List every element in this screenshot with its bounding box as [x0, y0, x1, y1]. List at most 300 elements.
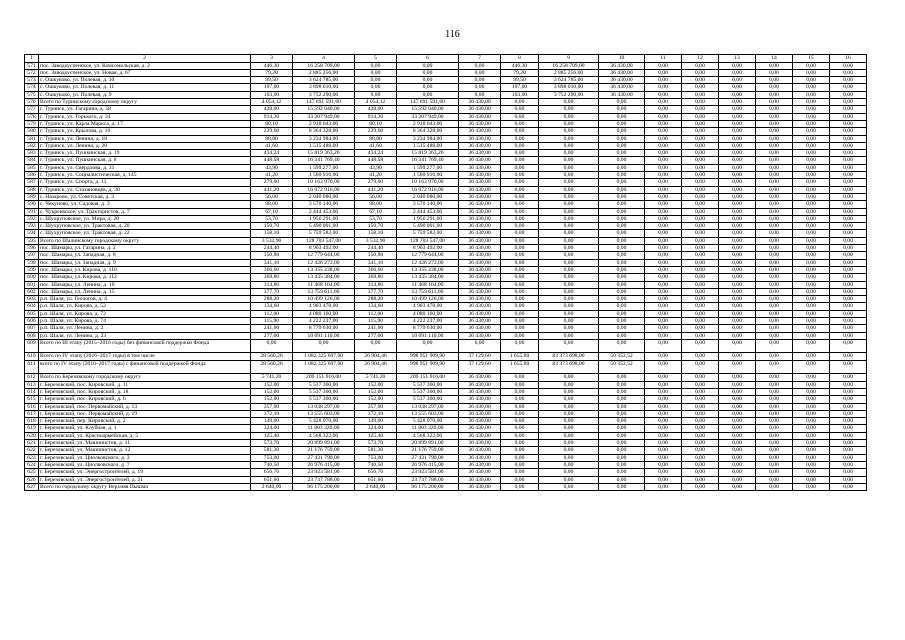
value-cell: 0,00	[719, 252, 756, 259]
value-cell: 3 234 984,00	[397, 135, 459, 142]
value-cell: 23 737 788,00	[293, 476, 355, 483]
address-cell: Всего по Шалинскому городскому округу	[39, 237, 251, 244]
value-cell: 0,00	[719, 91, 756, 98]
value-cell: 99,50	[251, 77, 293, 84]
table-row	[25, 172, 867, 179]
value-cell: 0,00	[682, 193, 719, 200]
value-cell: 0,00	[830, 353, 867, 360]
value-cell: 279,00	[251, 179, 293, 186]
value-cell: 0,00	[599, 128, 645, 135]
value-cell: 36 430,00	[459, 454, 501, 461]
value-cell: 36 430,00	[459, 425, 501, 432]
value-cell: 5 759 583,00	[397, 230, 459, 237]
value-cell: 581,30	[251, 447, 293, 454]
value-cell: 2 640,00	[251, 483, 293, 490]
value-cell: 0,00	[756, 106, 793, 113]
value-cell: 2 040 080,00	[293, 193, 355, 200]
value-cell: 0,00	[645, 388, 682, 395]
table-row	[25, 252, 867, 259]
value-cell: 147 691 591,60	[293, 99, 355, 106]
value-cell: 152,00	[251, 396, 293, 403]
value-cell: 241,00	[355, 325, 397, 332]
value-cell: 0,00	[830, 447, 867, 454]
value-cell: 36 430,00	[459, 193, 501, 200]
value-cell: 36 430,00	[459, 252, 501, 259]
table-row	[25, 332, 867, 339]
row-number-cell: 625	[25, 469, 39, 476]
value-cell: 573,70	[355, 440, 397, 447]
column-header: 11	[645, 55, 682, 63]
value-cell: 0,00	[756, 461, 793, 468]
value-cell: 0,00	[682, 388, 719, 395]
value-cell: 0,00	[501, 245, 539, 252]
address-cell: с. Чекуново, ул. Садовая, д. 3	[39, 201, 251, 208]
value-cell: 0,00	[501, 215, 539, 222]
value-cell: 0,00	[539, 325, 599, 332]
table-row	[25, 113, 867, 120]
value-cell: 36 430,00	[459, 476, 501, 483]
value-cell: 0,00	[539, 99, 599, 106]
value-cell: 0,00	[539, 288, 599, 295]
column-header: 13	[719, 55, 756, 63]
value-cell: 0,00	[645, 91, 682, 98]
value-cell: 0,00	[599, 150, 645, 157]
value-cell: 36 430,00	[459, 157, 501, 164]
value-cell: 13 355 238,00	[293, 266, 355, 273]
value-cell: 3 752 290,00	[539, 91, 599, 98]
column-header: 15	[793, 55, 830, 63]
value-cell: 0,00	[756, 454, 793, 461]
value-cell: 0,00	[599, 230, 645, 237]
value-cell: 0,00	[793, 120, 830, 127]
value-cell: 0,00	[719, 230, 756, 237]
value-cell: 0,00	[756, 396, 793, 403]
value-cell: 0,00	[719, 223, 756, 230]
value-cell: 36 430,00	[459, 447, 501, 454]
value-cell: 0,00	[756, 303, 793, 310]
value-cell: 0,00	[793, 469, 830, 476]
value-cell: 0,00	[645, 476, 682, 483]
row-number-cell: 613	[25, 381, 39, 388]
value-cell: 0,00	[756, 208, 793, 215]
value-cell: 0,00	[501, 120, 539, 127]
value-cell: 0,00	[682, 135, 719, 142]
value-cell: 26 976 415,00	[397, 461, 459, 468]
value-cell: 12 779 644,00	[397, 252, 459, 259]
value-cell: 0,00	[501, 374, 539, 381]
value-cell: 0,00	[501, 150, 539, 157]
value-cell: 1 515 488,00	[397, 142, 459, 149]
value-cell: 0,00	[599, 374, 645, 381]
value-cell: 441,20	[355, 186, 397, 193]
value-cell: 0,00	[682, 476, 719, 483]
value-cell: 1 082 325 607,90	[293, 353, 355, 360]
value-cell: 0,00	[793, 274, 830, 281]
value-cell: 0,00	[719, 288, 756, 295]
row-number-cell: 596	[25, 245, 39, 252]
value-cell: 0,00	[397, 69, 459, 76]
value-cell: 651,60	[355, 476, 397, 483]
value-cell: 0,00	[682, 120, 719, 127]
value-cell: 0,00	[830, 69, 867, 76]
address-cell: пос. Шамары, ул. Западная, д. 8	[39, 252, 251, 259]
value-cell: 0,00	[830, 296, 867, 303]
value-cell: 0,00	[599, 179, 645, 186]
value-cell: 0,00	[719, 454, 756, 461]
value-cell: 0,00	[830, 172, 867, 179]
value-cell: 0,00	[539, 106, 599, 113]
value-cell: 21 176 759,00	[397, 447, 459, 454]
value-cell: 0,00	[539, 245, 599, 252]
value-cell: 0,00	[719, 172, 756, 179]
address-cell: г. Туринск, ул. Гагарина, д. 58	[39, 106, 251, 113]
value-cell: 0,00	[645, 418, 682, 425]
value-cell: 36 430,00	[459, 99, 501, 106]
value-cell: 36 430,00	[459, 374, 501, 381]
value-cell: 0,00	[599, 440, 645, 447]
row-number-cell: 614	[25, 388, 39, 395]
value-cell: 368,80	[355, 274, 397, 281]
value-cell: 0,00	[539, 410, 599, 417]
value-cell: 0,00	[830, 339, 867, 353]
value-cell: 0,00	[830, 403, 867, 410]
value-cell: 0,00	[719, 157, 756, 164]
value-cell: 428,00	[251, 106, 293, 113]
value-cell: 112,00	[355, 310, 397, 317]
value-cell: 0,00	[539, 157, 599, 164]
value-cell: 0,00	[756, 266, 793, 273]
value-cell: 0,00	[682, 274, 719, 281]
table-body	[25, 55, 867, 491]
value-cell: 0,00	[719, 186, 756, 193]
value-cell: 0,00	[501, 303, 539, 310]
value-cell: 0,00	[756, 296, 793, 303]
value-cell: 0,00	[501, 403, 539, 410]
value-cell: 0,00	[645, 120, 682, 127]
value-cell: 0,00	[682, 454, 719, 461]
row-number-cell: 581	[25, 135, 39, 142]
value-cell: 0,00	[793, 310, 830, 317]
value-cell: 0,00	[830, 396, 867, 403]
row-number-cell: 616	[25, 403, 39, 410]
value-cell: 0,00	[793, 237, 830, 244]
table-row	[25, 91, 867, 98]
value-cell: 0,00	[501, 325, 539, 332]
value-cell: 0,00	[719, 164, 756, 171]
row-number-cell: 622	[25, 447, 39, 454]
value-cell: 36 430,00	[459, 469, 501, 476]
value-cell: 1 500 916,00	[293, 172, 355, 179]
table-row	[25, 99, 867, 106]
value-cell: 0,00	[539, 332, 599, 339]
value-cell: 0,00	[756, 120, 793, 127]
value-cell: 0,00	[599, 252, 645, 259]
value-cell: 0,00	[719, 245, 756, 252]
value-cell: 0,00	[719, 332, 756, 339]
value-cell: 0,00	[599, 461, 645, 468]
value-cell: 0,00	[756, 135, 793, 142]
table-row	[25, 396, 867, 403]
value-cell: 1 082 325 607,90	[293, 360, 355, 374]
value-cell: 0,00	[793, 208, 830, 215]
address-cell: г. Туринск, ул. Спорта, д. 11	[39, 179, 251, 186]
value-cell: 10 091 110,00	[397, 332, 459, 339]
value-cell: 0,00	[756, 245, 793, 252]
value-cell: 16 258 709,00	[539, 62, 599, 69]
value-cell: 3 532,90	[251, 237, 293, 244]
table-row	[25, 201, 867, 208]
value-cell: 0,00	[599, 310, 645, 317]
row-number-cell: 615	[25, 396, 39, 403]
value-cell: 0,00	[645, 483, 682, 490]
value-cell: 0,00	[539, 374, 599, 381]
value-cell: 0,00	[645, 288, 682, 295]
value-cell: 0,00	[539, 403, 599, 410]
value-cell: 0,00	[719, 432, 756, 439]
value-cell: 0,00	[501, 201, 539, 208]
value-cell: 0,00	[682, 310, 719, 317]
value-cell: 0,00	[756, 172, 793, 179]
value-cell: 13 555 603,00	[397, 410, 459, 417]
value-cell: 0,00	[719, 360, 756, 374]
value-cell: 0,00	[682, 128, 719, 135]
row-number-cell: 593	[25, 223, 39, 230]
value-cell: 434,24	[355, 150, 397, 157]
value-cell: 2 885 256,00	[293, 69, 355, 76]
value-cell: 0,00	[682, 237, 719, 244]
value-cell: 0,00	[830, 432, 867, 439]
value-cell: 0,00	[682, 157, 719, 164]
value-cell: 0,00	[830, 128, 867, 135]
value-cell: 0,00	[539, 120, 599, 127]
value-cell: 0,00	[501, 483, 539, 490]
value-cell: 1 655,80	[501, 360, 539, 374]
column-header: 4	[293, 55, 355, 63]
value-cell: 13 759 611,00	[397, 288, 459, 295]
value-cell: 324,00	[355, 425, 397, 432]
value-cell: 0,00	[756, 259, 793, 266]
value-cell: 152,00	[355, 388, 397, 395]
value-cell: 0,00	[793, 77, 830, 84]
value-cell: 8 364 328,00	[397, 128, 459, 135]
table-row	[25, 454, 867, 461]
table-row	[25, 388, 867, 395]
value-cell: 350,80	[251, 252, 293, 259]
row-number-cell: 624	[25, 461, 39, 468]
value-cell: 0,00	[459, 91, 501, 98]
value-cell: 11 803 320,00	[293, 425, 355, 432]
value-cell: 0,00	[501, 193, 539, 200]
value-cell: 0,00	[719, 215, 756, 222]
value-cell: 0,00	[793, 374, 830, 381]
value-cell: 0,00	[682, 164, 719, 171]
value-cell: 15 592 040,00	[293, 106, 355, 113]
address-cell: пос. Шамары, ул. Западная, д. 9	[39, 259, 251, 266]
value-cell: 0,00	[599, 266, 645, 273]
value-cell: 0,00	[539, 128, 599, 135]
value-cell: 0,00	[645, 135, 682, 142]
value-cell: 0,00	[682, 288, 719, 295]
value-cell: 0,00	[793, 99, 830, 106]
value-cell: 36 430,00	[459, 230, 501, 237]
value-cell: 36 430,00	[459, 410, 501, 417]
value-cell: 5 537 360,00	[397, 381, 459, 388]
value-cell: 0,00	[682, 332, 719, 339]
address-cell: Всего по Березовскому городскому округу	[39, 374, 251, 381]
address-cell: г. Туринск, ул. Ленина, д. 20	[39, 142, 251, 149]
row-number-cell: 609	[25, 339, 39, 353]
value-cell: 0,00	[719, 410, 756, 417]
address-cell: г. Березовский, пос. Кировский, д. 6	[39, 396, 251, 403]
value-cell: 0,00	[645, 230, 682, 237]
value-cell: 244,40	[355, 245, 397, 252]
table-row	[25, 62, 867, 69]
value-cell: 0,00	[756, 69, 793, 76]
value-cell: 12 426 273,00	[397, 259, 459, 266]
table-row	[25, 461, 867, 468]
value-cell: 0,00	[756, 164, 793, 171]
value-cell: 36 430,00	[599, 69, 645, 76]
value-cell: 36 430,00	[459, 223, 501, 230]
value-cell: 67,10	[251, 208, 293, 215]
value-cell: 11 803 320,00	[397, 425, 459, 432]
value-cell: 0,00	[793, 296, 830, 303]
value-cell: 0,00	[830, 410, 867, 417]
value-cell: 0,00	[599, 483, 645, 490]
value-cell: 21 176 759,00	[293, 447, 355, 454]
value-cell: 0,00	[719, 296, 756, 303]
value-cell: 36 430,00	[459, 440, 501, 447]
value-cell: 0,00	[599, 135, 645, 142]
value-cell: 0,00	[645, 113, 682, 120]
address-cell: с. Ошкуково, ул. Полевая, д. 11	[39, 84, 251, 91]
value-cell: 5 490 001,00	[397, 223, 459, 230]
value-cell: 656,70	[251, 469, 293, 476]
value-cell: 0,00	[501, 252, 539, 259]
table-row	[25, 410, 867, 417]
value-cell: 28 560,26	[251, 360, 293, 374]
value-cell: 0,00	[539, 461, 599, 468]
table-row	[25, 447, 867, 454]
value-cell: 36 430,00	[459, 135, 501, 142]
value-cell: 0,00	[756, 353, 793, 360]
value-cell: 0,00	[645, 193, 682, 200]
row-number-cell: 575	[25, 91, 39, 98]
value-cell: 0,00	[539, 186, 599, 193]
table-row	[25, 360, 867, 374]
value-cell: 0,00	[501, 237, 539, 244]
value-cell: 53,70	[251, 215, 293, 222]
value-cell: 279,00	[355, 179, 397, 186]
address-cell: г. Туринск, ул. Социалистическая, д. 145	[39, 172, 251, 179]
value-cell: 20 899 891,00	[397, 440, 459, 447]
value-cell: 115,90	[355, 317, 397, 324]
value-cell: 10 499 126,00	[293, 296, 355, 303]
value-cell: 0,00	[599, 237, 645, 244]
value-cell: 0,00	[793, 201, 830, 208]
value-cell: 4 080 160,00	[397, 310, 459, 317]
value-cell: 0,00	[719, 447, 756, 454]
value-cell: 441,20	[251, 186, 293, 193]
table-row	[25, 245, 867, 252]
value-cell: 0,00	[719, 69, 756, 76]
value-cell: 0,00	[756, 440, 793, 447]
value-cell: 26 904,46	[355, 360, 397, 374]
value-cell: 36 430,00	[459, 142, 501, 149]
value-cell: 36 430,00	[459, 186, 501, 193]
value-cell: 36 430,00	[459, 215, 501, 222]
value-cell: 8 903 492,00	[293, 245, 355, 252]
value-cell: 5 537 360,00	[397, 388, 459, 395]
address-cell: пос. Шамары, ул. Ленина, д. 15	[39, 288, 251, 295]
value-cell: 0,00	[501, 113, 539, 120]
value-cell: 56,00	[251, 193, 293, 200]
value-cell: 0,00	[599, 281, 645, 288]
value-cell: 0,00	[793, 245, 830, 252]
address-cell: р.п. Шаля, ул. Кирова, д. 74	[39, 317, 251, 324]
value-cell: 4 054,12	[355, 99, 397, 106]
value-cell: 0,00	[682, 296, 719, 303]
row-number-cell: 608	[25, 332, 39, 339]
page-number: 116	[445, 29, 460, 40]
value-cell: 0,00	[599, 418, 645, 425]
value-cell: 4 568 322,00	[293, 432, 355, 439]
value-cell: 0,00	[719, 99, 756, 106]
value-cell: 0,00	[682, 259, 719, 266]
value-cell: 36 430,00	[459, 208, 501, 215]
value-cell: 0,00	[501, 142, 539, 149]
value-cell: 0,00	[793, 164, 830, 171]
value-cell: 1 500 916,00	[397, 172, 459, 179]
column-header: 7	[459, 55, 501, 63]
value-cell: 0,00	[539, 237, 599, 244]
value-cell: 0,00	[719, 259, 756, 266]
value-cell: 0,00	[719, 461, 756, 468]
value-cell: 0,00	[682, 410, 719, 417]
table-row	[25, 157, 867, 164]
data-table	[24, 54, 867, 491]
value-cell: 0,00	[397, 77, 459, 84]
value-cell: 0,00	[599, 186, 645, 193]
value-cell: 1 956 291,00	[397, 215, 459, 222]
row-number-cell: 610	[25, 353, 39, 360]
value-cell: 0,00	[756, 179, 793, 186]
value-cell: 5 741,20	[355, 374, 397, 381]
value-cell: 372,10	[251, 410, 293, 417]
value-cell: 377,70	[251, 288, 293, 295]
value-cell: 0,00	[501, 223, 539, 230]
value-cell: 0,00	[830, 317, 867, 324]
value-cell: 0,00	[539, 310, 599, 317]
value-cell: 0,00	[599, 99, 645, 106]
value-cell: 0,00	[682, 106, 719, 113]
value-cell: 0,00	[645, 215, 682, 222]
value-cell: 0,00	[645, 186, 682, 193]
value-cell: 0,00	[793, 476, 830, 483]
value-cell: 0,00	[719, 128, 756, 135]
value-cell: 36 430,00	[459, 164, 501, 171]
table-row	[25, 128, 867, 135]
value-cell: 0,00	[756, 157, 793, 164]
value-cell: 0,00	[793, 84, 830, 91]
value-cell: 0,00	[645, 303, 682, 310]
table-row	[25, 259, 867, 266]
value-cell: 0,00	[793, 447, 830, 454]
value-cell: 0,00	[756, 317, 793, 324]
value-cell: 0,00	[501, 266, 539, 273]
value-cell: 0,00	[830, 266, 867, 273]
value-cell: 0,00	[793, 266, 830, 273]
